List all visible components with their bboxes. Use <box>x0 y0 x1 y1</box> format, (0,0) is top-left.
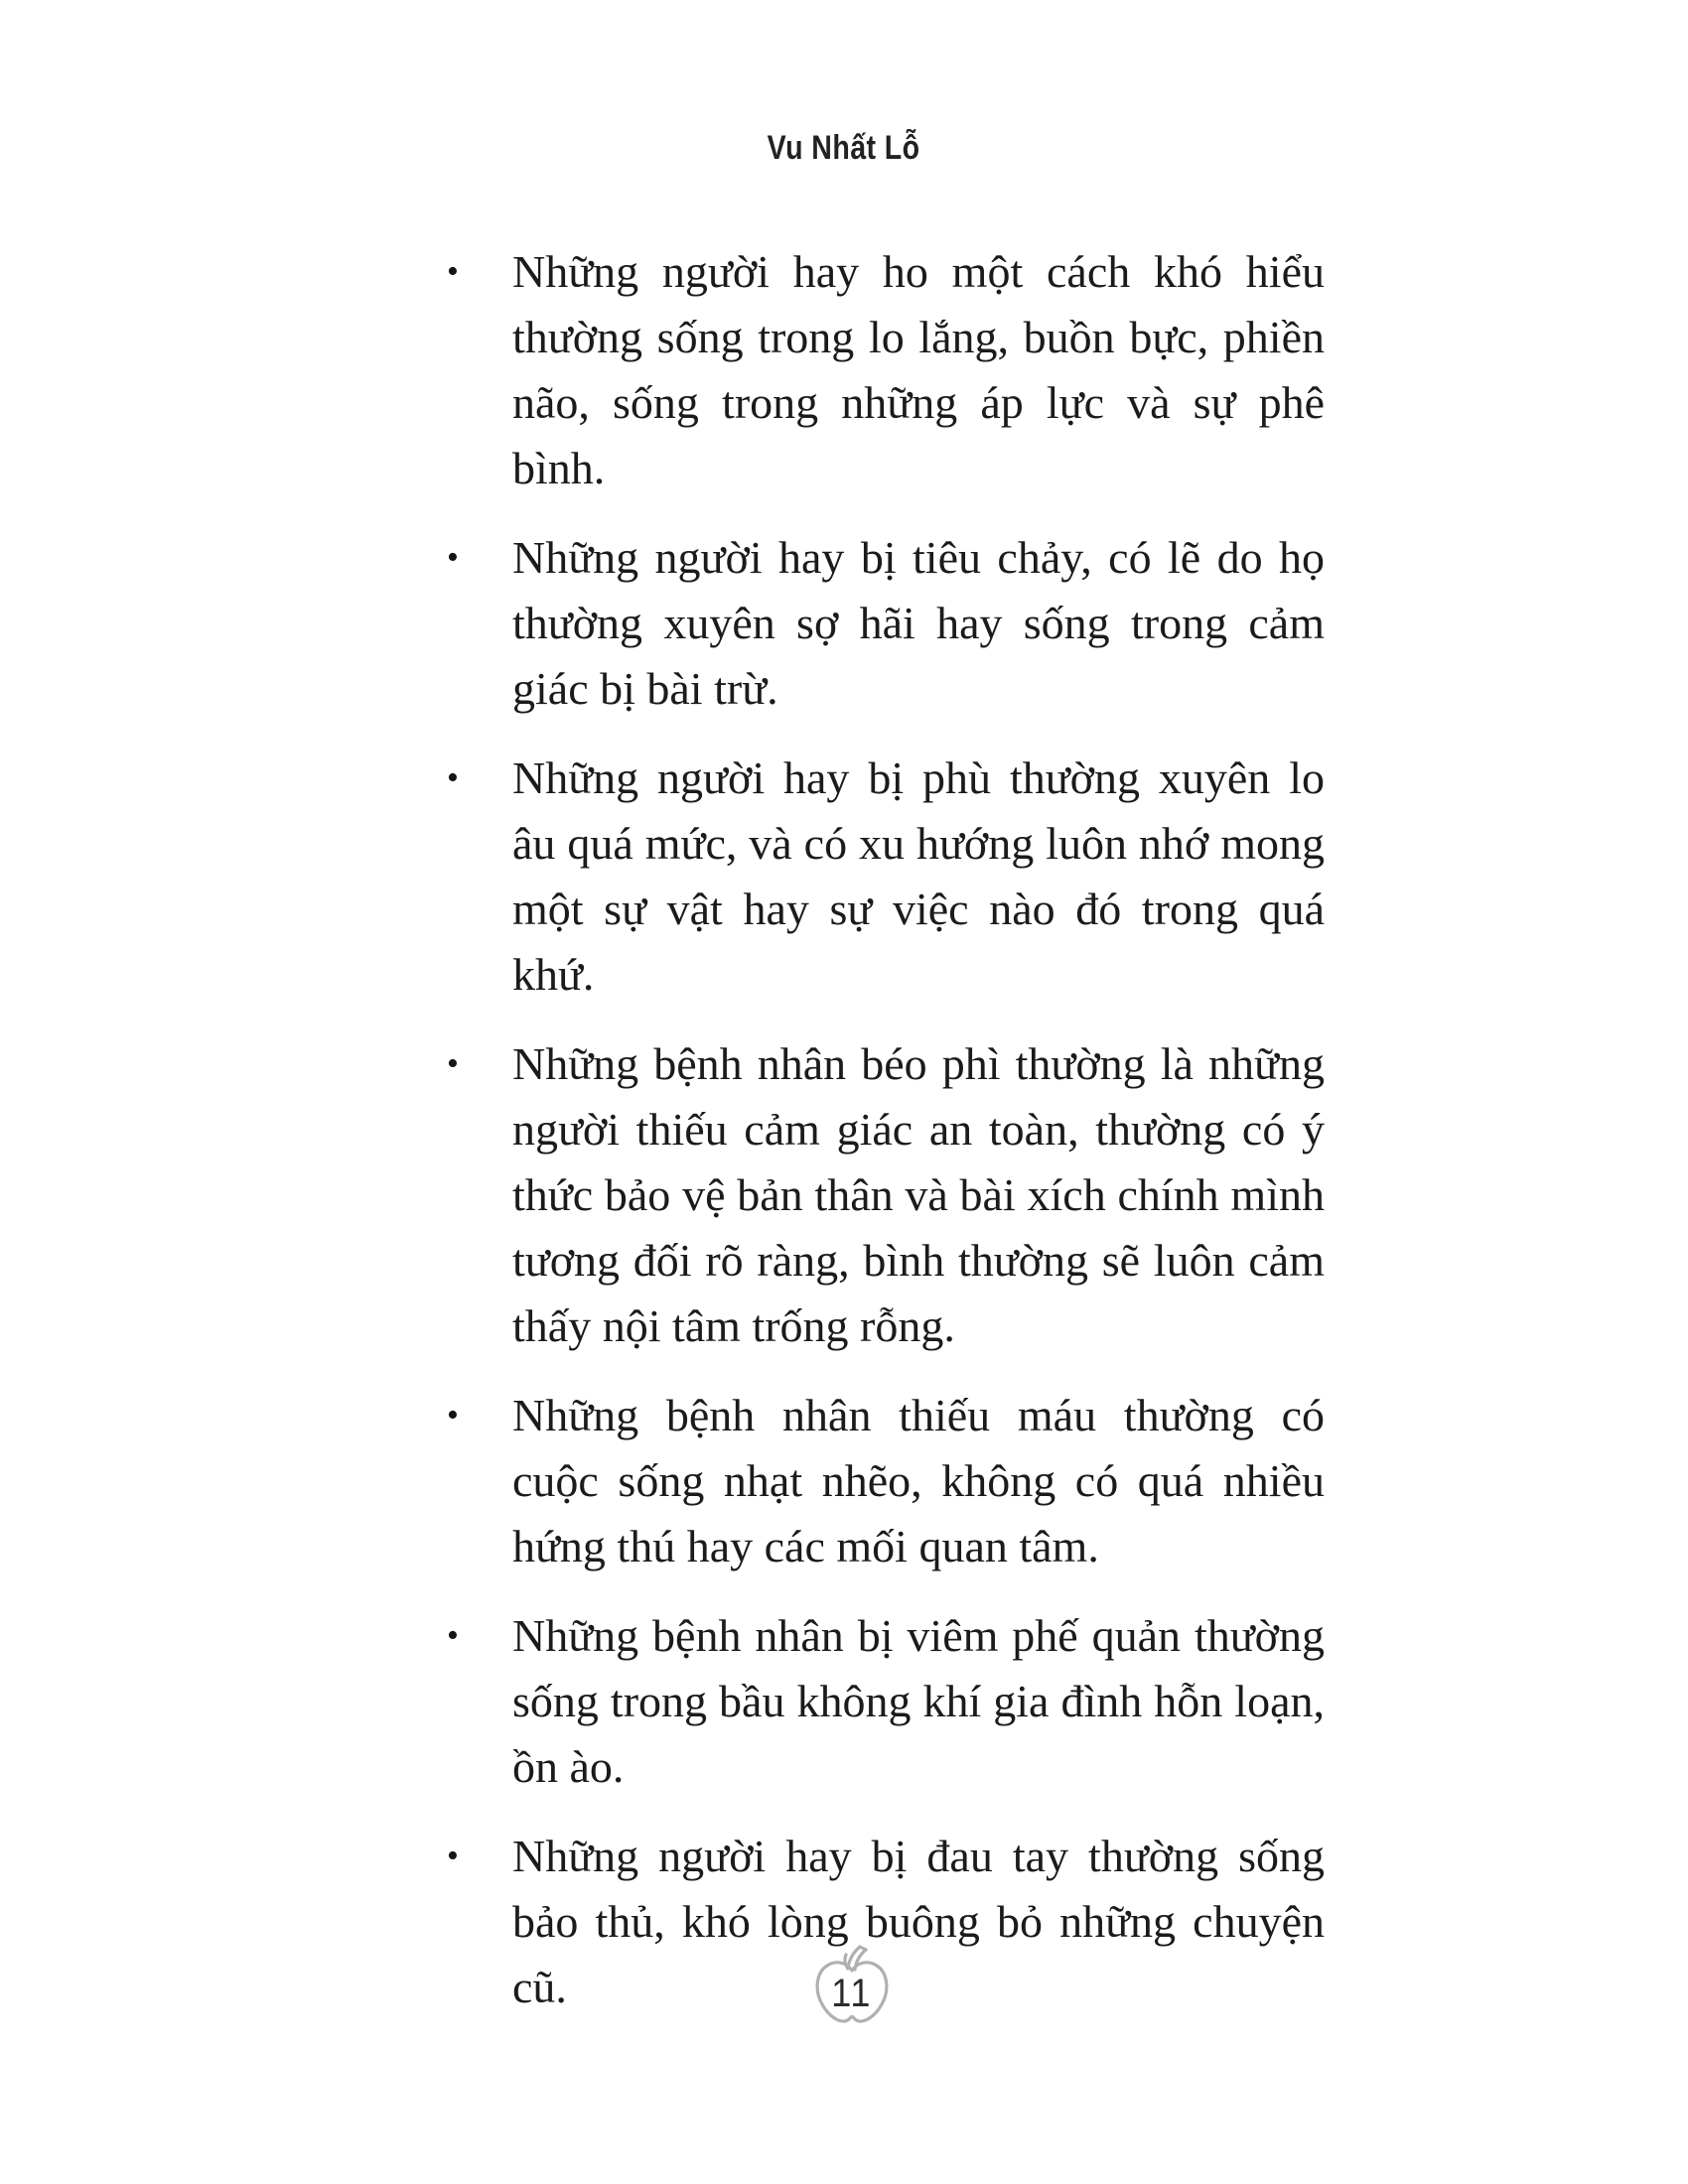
bullet-item <box>447 1824 1325 2020</box>
bullet-list <box>447 239 1325 2044</box>
bullet-marker-icon: • <box>447 539 459 576</box>
bullet-marker-icon: • <box>447 1617 459 1654</box>
bullet-text: Những người hay bị tiêu chảy, có lẽ do họ thường xuyên sợ hãi hay sống trong cảm giác bị bài trừ. <box>512 532 1325 714</box>
page-footer <box>806 1940 898 2033</box>
bullet-text: Những bệnh nhân bị viêm phế quản thường sống trong bầu không khí gia đình hỗn loạn, ồn ào. <box>512 1610 1325 1792</box>
bullet-marker-icon: • <box>447 1838 459 1874</box>
bullet-item <box>447 1031 1325 1359</box>
running-head <box>0 125 1688 171</box>
bullet-item <box>447 525 1325 722</box>
bullet-text: Những người hay bị đau tay thường sống bảo thủ, khó lòng buông bỏ những chuyện cũ. <box>512 1831 1325 2012</box>
bullet-marker-icon: • <box>447 1045 459 1082</box>
bullet-text: Những người hay bị phù thường xuyên lo âu quá mức, và có xu hướng luôn nhớ mong một sự vật hay sự việc nào đó trong quá khứ. <box>512 752 1325 1000</box>
bullet-item <box>447 1603 1325 1800</box>
bullet-item <box>447 746 1325 1008</box>
bullet-marker-icon: • <box>447 759 459 796</box>
bullet-item <box>447 1383 1325 1579</box>
author-name: Vu Nhất Lỗ <box>768 129 920 167</box>
bullet-marker-icon: • <box>447 1397 459 1433</box>
bullet-item <box>447 239 1325 501</box>
bullet-text: Những bệnh nhân thiếu máu thường có cuộc sống nhạt nhẽo, không có quá nhiều hứng thú hay các mối quan tâm. <box>512 1390 1325 1571</box>
page-number: 11 <box>831 1972 873 2015</box>
bullet-text: Những bệnh nhân béo phì thường là những người thiếu cảm giác an toàn, thường có ý thức bảo vệ bản thân và bài xích chính mình tương đối rõ ràng, bình thường sẽ luôn cảm thấy nội tâm trống rỗng. <box>512 1038 1325 1351</box>
bullet-text: Những người hay ho một cách khó hiểu thường sống trong lo lắng, buồn bực, phiền não, sống trong những áp lực và sự phê bình. <box>512 246 1325 493</box>
bullet-marker-icon: • <box>447 253 459 290</box>
